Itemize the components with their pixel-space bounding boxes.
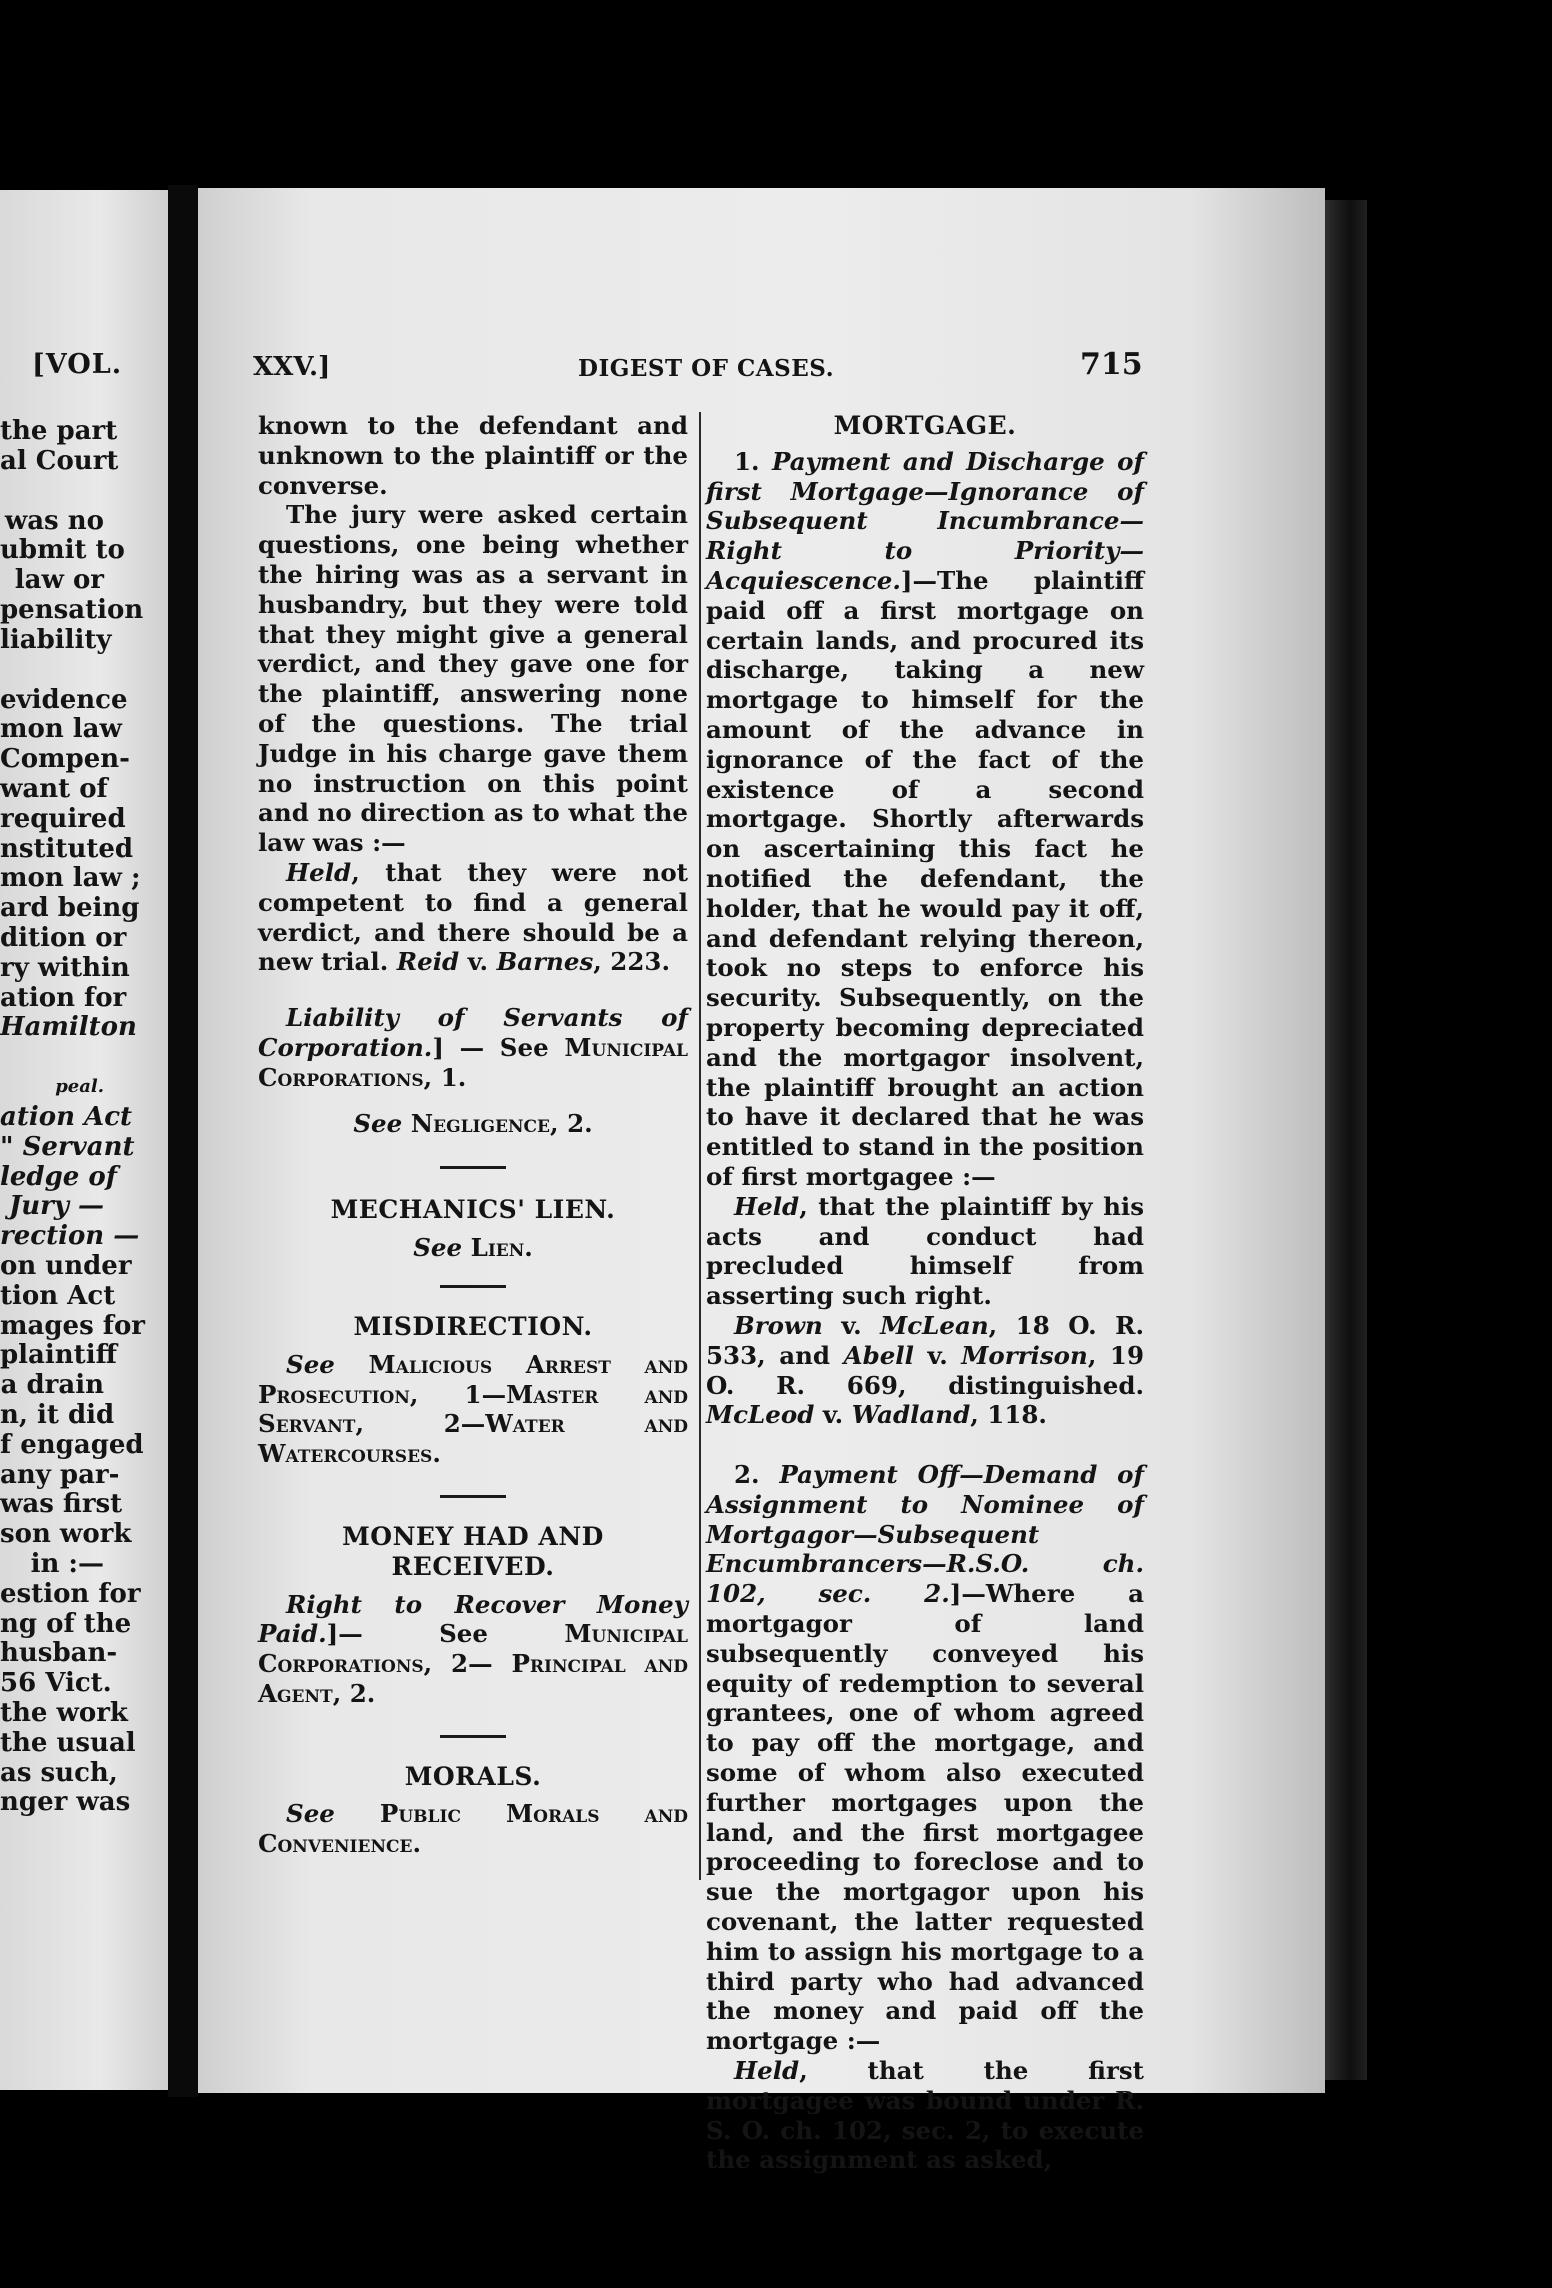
facing-page-line: Compen- — [0, 744, 130, 775]
holding-paragraph: Held, that they were not competent to find a general verdict, and there should be a new trial. Reid v. Barnes, 223. — [258, 857, 688, 977]
facing-page-line: nstituted — [0, 833, 134, 864]
case-name: Barnes — [496, 947, 594, 977]
facing-page-line: a drain — [0, 1370, 104, 1401]
running-title: DIGEST OF CASES. — [578, 355, 835, 382]
facing-page-line: mon law — [0, 714, 122, 745]
section-heading: MONEY HAD AND RECEIVED. — [342, 1521, 604, 1581]
facing-page-line: nger was — [0, 1787, 131, 1818]
case-entry: 1. Payment and Discharge of first Mortgage—Ignorance of Subsequent Incumbrance—Right to Priority—Acquiescence.]—The plaintiff paid off a first mortgage on certain lands, and procured its discharge, taking a new mortgage to himself for the amount of the advance in ignorance of the fact of the existence of a second mortgage. Shortly afterwards on ascertaining this fact he notified the defendant, the holder, that he would pay it off, and defendant relying thereon, took no steps to enforce his security. Subsequently, on the property becoming depreciated and the mortgagor insolvent, the plaintiff brought an action to have it declared that he was entitled to stand in the position of first mortgagee :— — [706, 446, 1144, 1191]
facing-page-line: mon law ; — [0, 863, 141, 894]
facing-page-line: son work — [0, 1519, 132, 1550]
facing-page-line: estion for — [0, 1578, 141, 1609]
page-number: 715 — [1080, 347, 1143, 382]
facing-page-line: evidence — [0, 684, 128, 715]
facing-page-line: ng of the — [0, 1608, 132, 1639]
case-name: Reid — [396, 947, 460, 977]
held-label: Held — [286, 857, 352, 887]
cross-reference: Liability of Servants of Corporation.] — See Municipal Corporations, 1. — [258, 1003, 688, 1092]
section-heading: MORALS. — [404, 1761, 542, 1791]
case-entry: 2. Payment Off—Demand of Assignment to Nominee of Mortgagor—Subsequent Encumbrancers—R.S.O. ch. 102, sec. 2.]—Where a mortgagor of land subsequently conveyed his equity of redemption to several grantees, one of whom agreed to pay off the mortgage, and some of whom also executed further mortgages upon the land, and the first mortgagee proceeding to foreclose and to sue the mortgagor upon his covenant, the latter requested him to assign his mortgage to a third party who had advanced the money and paid off the mortgage :— — [706, 1460, 1144, 2056]
cross-reference: Right to Recover Money Paid.]— See Municipal Corporations, 2— Principal and Agent, 2. — [258, 1589, 688, 1708]
cross-reference: See Negligence, 2. — [353, 1108, 593, 1138]
facing-page-line: ry within — [0, 952, 130, 983]
volume-number: XXV.] — [253, 352, 331, 382]
facing-page-line: was no — [4, 505, 104, 536]
facing-page-line: want of — [0, 774, 108, 804]
facing-page-line: al Court — [0, 445, 119, 476]
facing-page-line: ation for — [0, 982, 127, 1013]
section-heading: MECHANICS' LIEN. — [330, 1195, 616, 1225]
facing-page-line: mages for — [0, 1310, 145, 1341]
section-heading: MISDIRECTION. — [353, 1311, 593, 1341]
facing-page-line: the work — [0, 1698, 128, 1728]
facing-page-line: Hamilton — [0, 1012, 137, 1043]
facing-page-line: was first — [0, 1489, 123, 1520]
facing-page-running-head: [VOL. — [32, 349, 123, 380]
facing-page-line: plaintiff — [0, 1340, 117, 1371]
facing-page-line: tion Act — [0, 1280, 116, 1311]
left-column — [258, 411, 688, 1859]
case-citations: Brown v. McLean, 18 O. R. 533, and Abell v. Morrison, 19 O. R. 669, distinguished. McLeod v. Wadland, 118. — [706, 1310, 1144, 1430]
book-gutter — [168, 185, 198, 2097]
paragraph: The jury were asked certain questions, one being whether the hiring was as a servant in husbandry, but they were told that they might give a general verdict, and they gave one for the plaintiff, answering none of the questions. The trial Judge in his charge gave them no instruction on this point and no direction as to what the law was :— — [258, 500, 688, 858]
facing-page-line: peal. — [55, 1076, 104, 1098]
facing-page-line: pensation — [0, 595, 144, 625]
facing-page-line: liability — [0, 624, 112, 655]
facing-page-line: 56 Vict. — [0, 1668, 112, 1699]
column-divider — [699, 412, 701, 1880]
cross-reference: See Malicious Arrest and Prosecution, 1—Master and Servant, 2—Water and Watercourses. — [258, 1349, 689, 1469]
facing-page-line: as such, — [0, 1757, 118, 1788]
facing-page-line: ledge of — [0, 1161, 117, 1192]
holding-paragraph: Held, that the plaintiff by his acts and conduct had precluded himself from asserting such right. — [706, 1191, 1144, 1311]
facing-page-line: ation Act — [0, 1102, 133, 1132]
facing-page-line: required — [0, 803, 126, 834]
facing-page-line: f engaged — [0, 1429, 144, 1460]
right-column — [706, 411, 1144, 2175]
facing-page-line: in :— — [30, 1549, 104, 1579]
facing-page-line: husban- — [0, 1638, 118, 1669]
page-edge-shadow — [1325, 200, 1367, 2080]
facing-page-line: law or — [14, 565, 104, 596]
cross-reference: See Lien. — [413, 1233, 533, 1263]
facing-page-line: dition or — [0, 923, 127, 953]
paragraph: known to the defendant and unknown to the plaintiff or the converse. — [258, 411, 688, 500]
facing-page-line: " Servant — [0, 1131, 135, 1162]
facing-page-line: ard being — [0, 893, 140, 924]
facing-page-line: the part — [0, 416, 118, 446]
facing-page-line: n, it did — [0, 1400, 115, 1430]
facing-page-line: ubmit to — [0, 535, 125, 566]
facing-page-line: any par- — [0, 1459, 120, 1490]
facing-page-line: rection — — [0, 1221, 140, 1252]
holding-paragraph: Held, that the first mortgagee was bound under R. S. O. ch. 102, sec. 2, to execute the assignment as asked, — [706, 2056, 1144, 2175]
facing-page-line: the usual — [0, 1727, 136, 1758]
section-heading: MORTGAGE. — [833, 411, 1017, 440]
facing-page-line: Jury — — [8, 1191, 104, 1222]
cross-reference: See Public Morals and Convenience. — [258, 1799, 689, 1859]
facing-page-line: on under — [0, 1251, 132, 1281]
